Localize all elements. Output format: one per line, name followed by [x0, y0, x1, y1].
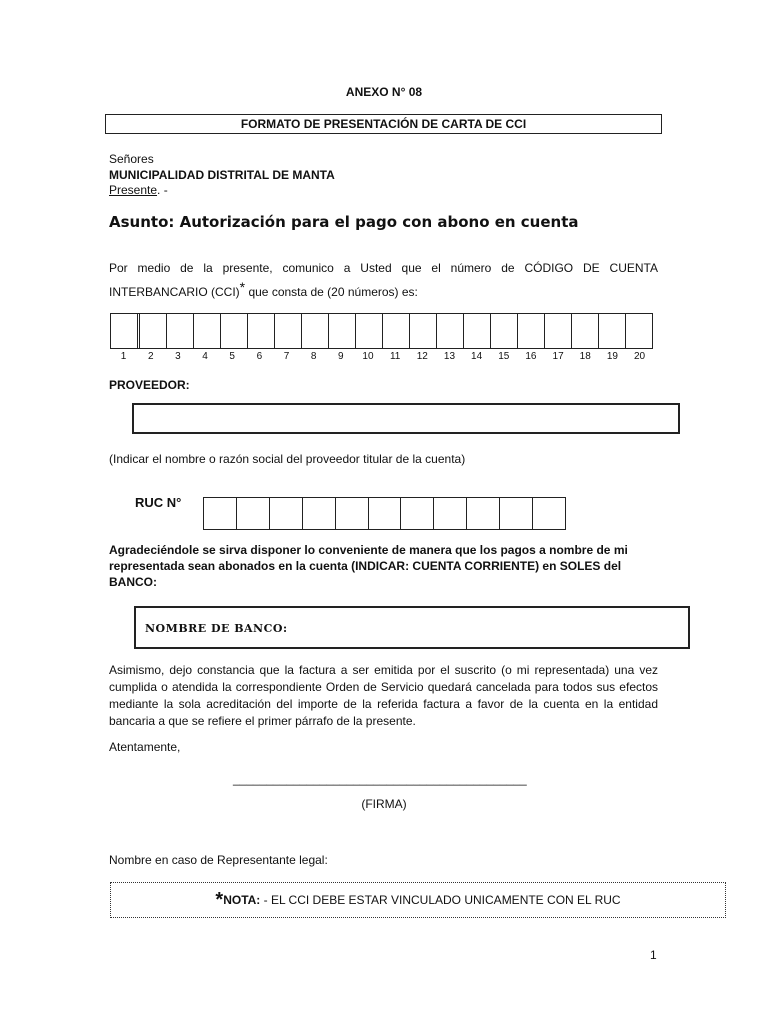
note-label: NOTA: — [223, 893, 261, 907]
cci-input-grid — [110, 313, 653, 349]
cci-digit-cell[interactable] — [383, 314, 410, 348]
cci-digit-number: 10 — [362, 351, 374, 362]
cci-digit-number: 7 — [283, 351, 290, 362]
note-asterisk: * — [215, 889, 224, 911]
cci-digit-cell[interactable] — [221, 314, 248, 348]
presente-line — [109, 183, 168, 197]
cci-digit-number: 5 — [229, 351, 235, 362]
cci-digit-number: 19 — [606, 351, 618, 362]
presente-word: Presente — [109, 183, 158, 197]
ruc-digit-cell[interactable] — [369, 498, 402, 529]
ruc-digit-cell[interactable] — [434, 498, 467, 529]
ruc-label: RUC N° — [135, 495, 182, 510]
cci-digit-number: 11 — [389, 351, 401, 362]
signature-label: (FIRMA) — [361, 797, 407, 811]
asimismo-paragraph: Asimismo, dejo constancia que la factura a ser emitida por el suscrito (o mi representada) una vez cumplida o atendida la correspondiente Orden de Servicio quedará cancelada para todos sus efectos mediante la sola acreditación del importe de la referida factura a favor de la cuenta en la entidad bancaria a que se refiere el primer párrafo de la presente. — [109, 663, 658, 728]
institution-name: MUNICIPALIDAD DISTRITAL DE MANTA — [109, 168, 335, 182]
ruc-digit-cell[interactable] — [237, 498, 270, 529]
cci-digit-number: 18 — [579, 351, 591, 362]
cci-digit-cell[interactable] — [572, 314, 599, 348]
cci-digit-cell[interactable] — [111, 314, 140, 348]
cci-digit-cell[interactable] — [248, 314, 275, 348]
cci-digit-cell[interactable] — [302, 314, 329, 348]
cci-digit-cell[interactable] — [599, 314, 626, 348]
cci-digit-cell[interactable] — [410, 314, 437, 348]
cci-digit-cell[interactable] — [626, 314, 652, 348]
intro-paragraph — [109, 259, 658, 302]
cci-digit-cell[interactable] — [464, 314, 491, 348]
note-box — [110, 882, 726, 918]
cci-digit-number: 6 — [256, 351, 263, 362]
cci-digit-number: 8 — [310, 351, 317, 362]
proveedor-label: PROVEEDOR: — [109, 378, 190, 392]
cci-digit-cell[interactable] — [437, 314, 464, 348]
annex-number: ANEXO N° 08 — [345, 85, 423, 99]
cci-digit-number: 20 — [633, 351, 646, 362]
proveedor-hint: (Indicar el nombre o razón social del proveedor titular de la cuenta) — [109, 452, 466, 466]
bank-name-field[interactable]: NOMBRE DE BANCO: — [134, 606, 690, 649]
cci-digit-cell[interactable] — [356, 314, 383, 348]
subject-line: Asunto: Autorización para el pago con abono en cuenta — [109, 213, 579, 231]
cci-digit-number: 2 — [147, 351, 154, 362]
ruc-digit-cell[interactable] — [303, 498, 336, 529]
salutation: Señores — [109, 152, 154, 166]
cci-digit-number: 16 — [525, 351, 537, 362]
cci-digit-cell[interactable] — [167, 314, 194, 348]
presente-suffix: . - — [157, 183, 168, 197]
cci-digit-number: 9 — [338, 351, 344, 362]
document-title-box: FORMATO DE PRESENTACIÓN DE CARTA DE CCI — [105, 114, 662, 134]
note-text: - EL CCI DEBE ESTAR VINCULADO UNICAMENTE CON EL RUC — [260, 893, 621, 907]
signature-line: ____________________________________________ — [233, 772, 527, 786]
cci-digit-number: 13 — [443, 351, 456, 362]
ruc-digit-cell[interactable] — [336, 498, 369, 529]
cci-digit-number: 12 — [416, 351, 428, 362]
cci-digit-cell[interactable] — [545, 314, 572, 348]
cci-digit-cell[interactable] — [140, 314, 167, 348]
intro-text-end: que consta de (20 números) es: — [245, 285, 418, 299]
cci-digit-number: 1 — [120, 351, 127, 362]
ruc-digit-cell[interactable] — [204, 498, 237, 529]
page-number: 1 — [650, 948, 657, 962]
ruc-input-grid — [203, 497, 566, 530]
cci-digit-number: 3 — [175, 351, 181, 362]
cci-digit-cell[interactable] — [275, 314, 302, 348]
cci-digit-number: 4 — [202, 351, 208, 362]
proveedor-field[interactable] — [132, 403, 680, 434]
representative-label: Nombre en caso de Representante legal: — [109, 853, 328, 867]
cci-digit-number: 14 — [471, 351, 483, 362]
cci-digit-cell[interactable] — [329, 314, 356, 348]
ruc-digit-cell[interactable] — [500, 498, 533, 529]
intro-text: Por medio de la presente, comunico a Usted que el número de CÓDIGO DE CUENTA INTERBANCARIO (CCI) — [109, 261, 658, 299]
cci-digit-cell[interactable] — [491, 314, 518, 348]
ruc-digit-cell[interactable] — [533, 498, 565, 529]
cci-digit-number: 17 — [552, 351, 564, 362]
cci-digit-cell[interactable] — [518, 314, 545, 348]
agradeciendo-paragraph: Agradeciéndole se sirva disponer lo conveniente de manera que los pagos a nombre de mi representada sean abonados en la cuenta (INDICAR: CUENTA CORRIENTE) en SOLES del BANCO: — [109, 543, 628, 589]
ruc-digit-cell[interactable] — [467, 498, 500, 529]
cci-number-labels — [110, 351, 653, 362]
intro-asterisk: * — [239, 279, 246, 295]
ruc-digit-cell[interactable] — [270, 498, 303, 529]
closing: Atentamente, — [109, 740, 181, 754]
ruc-digit-cell[interactable] — [401, 498, 434, 529]
cci-digit-cell[interactable] — [194, 314, 221, 348]
cci-digit-number: 15 — [498, 351, 510, 362]
